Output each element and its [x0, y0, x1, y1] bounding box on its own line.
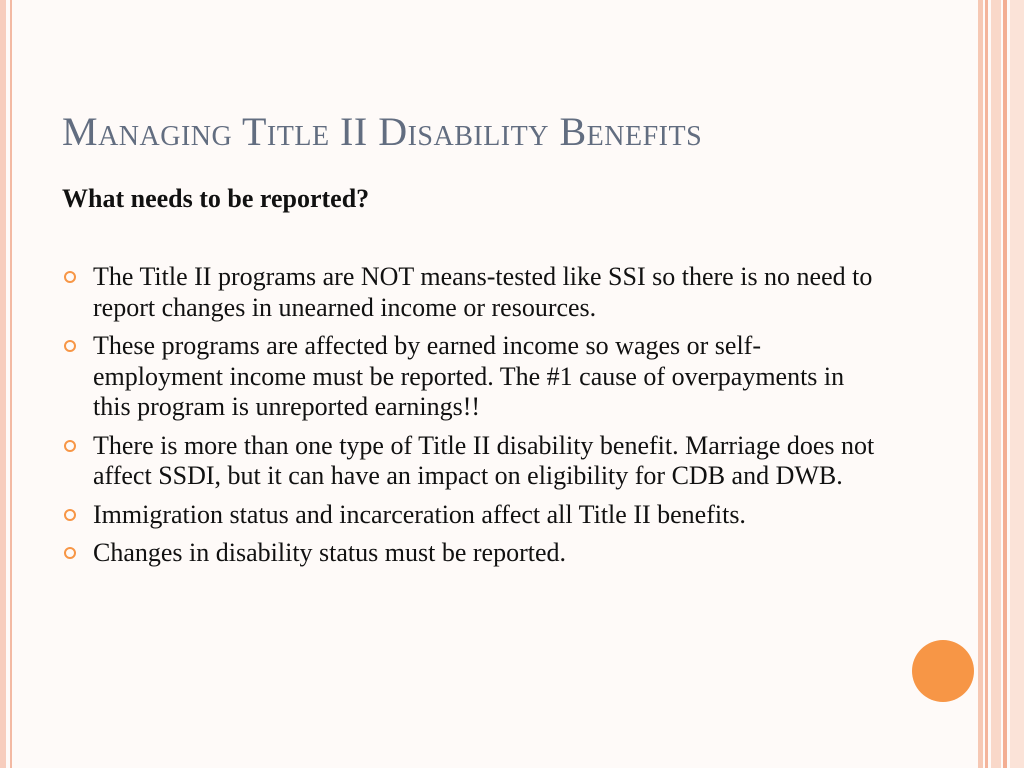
right-stripe — [1003, 0, 1007, 768]
ring-bullet-icon — [64, 440, 76, 452]
bullet-text: These programs are affected by earned income so wages or self-employment income must be reported. The #1 cause of overpayments in this program is unreported earnings!! — [93, 331, 845, 421]
bullet-text: Changes in disability status must be reported. — [93, 538, 566, 567]
right-stripe — [985, 0, 988, 768]
bullet-item — [62, 431, 882, 492]
bullet-item — [62, 538, 882, 569]
ring-bullet-icon — [64, 340, 76, 352]
ring-bullet-icon — [64, 509, 76, 521]
bullet-item — [62, 331, 882, 423]
bullet-text: There is more than one type of Title II disability benefit. Marriage does not affect SSDI, but it can have an impact on eligibility for CDB and DWB. — [93, 430, 875, 490]
ring-bullet-icon — [64, 547, 76, 559]
right-stripe — [991, 0, 1001, 768]
bullet-list — [62, 262, 882, 577]
right-stripe — [978, 0, 983, 768]
bullet-text: Immigration status and incarceration affect all Title II benefits. — [93, 499, 746, 529]
bullet-text: The Title II programs are NOT means-tested like SSI so there is no need to report changes in unearned income or resources. — [93, 262, 873, 322]
right-stripe — [1010, 0, 1024, 768]
ring-bullet-icon — [64, 271, 76, 283]
bullet-item — [62, 500, 882, 531]
decorative-circle-icon — [912, 640, 974, 702]
left-border-line — [10, 0, 12, 768]
slide-title: Managing Title II Disability Benefits — [62, 109, 703, 154]
bullet-item — [62, 262, 882, 323]
slide-subtitle: What needs to be reported? — [62, 184, 370, 213]
